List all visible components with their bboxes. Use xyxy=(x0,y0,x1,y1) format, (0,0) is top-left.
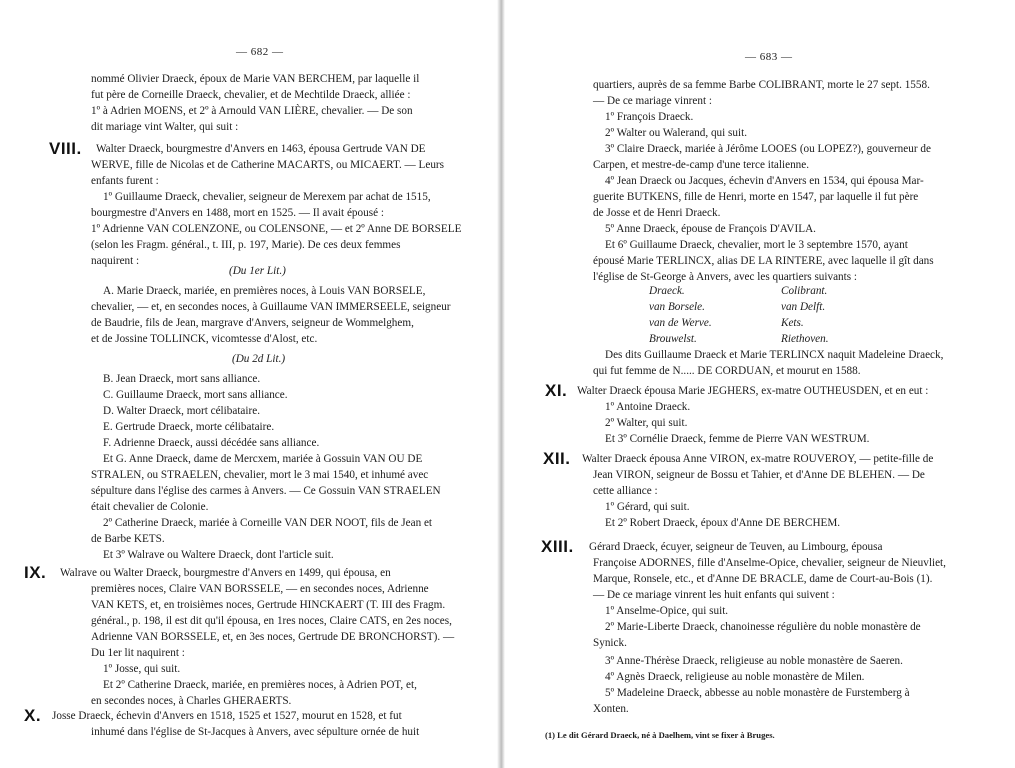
text-line: chevalier, — et, en secondes noces, à Guillaume VAN IMMERSEELE, seigneur xyxy=(91,301,451,313)
text-line: 1º Josse, qui suit. xyxy=(103,663,181,675)
text-line: premières noces, Claire VAN BORSSELE, — en secondes noces, Adrienne xyxy=(91,583,429,595)
text-line: était chevalier de Colonie. xyxy=(91,501,209,513)
text-line: enfants furent : xyxy=(91,175,159,187)
text-line: 1º François Draeck. xyxy=(605,111,694,123)
text-line: Marque, Ronsele, etc., et d'Anne DE BRACLE, dame de Court-au-Bois (1). xyxy=(593,573,933,585)
text-line: Et 6º Guillaume Draeck, chevalier, mort le 3 septembre 1570, ayant xyxy=(605,239,908,251)
text-line: 2º Walter, qui suit. xyxy=(605,417,688,429)
text-line: 1º Anselme-Opice, qui suit. xyxy=(605,605,729,617)
text-line: 2º Walter ou Walerand, qui suit. xyxy=(605,127,747,139)
text-line: VAN KETS, et, en troisièmes noces, Gertrude HINCKAERT (T. III des Fragm. xyxy=(91,599,446,611)
text-line: Walter Draeck épousa Marie JEGHERS, ex-matre OUTHEUSDEN, et en eut : xyxy=(577,385,929,397)
text-line: 2º Marie-Liberte Draeck, chanoinesse régulière du noble monastère de xyxy=(605,621,921,633)
text-line: F. Adrienne Draeck, aussi décédée sans alliance. xyxy=(103,437,320,449)
text-line: 1º Antoine Draeck. xyxy=(605,401,691,413)
quartier-name: van de Werve. xyxy=(649,317,712,329)
text-line: A. Marie Draeck, mariée, en premières noces, à Louis VAN BORSELE, xyxy=(103,285,426,297)
text-line: Et G. Anne Draeck, dame de Mercxem, mariée à Gossuin VAN OU DE xyxy=(103,453,423,465)
quartier-name: Riethoven. xyxy=(781,333,829,345)
text-line: Walrave ou Walter Draeck, bourgmestre d'Anvers en 1499, qui épousa, en xyxy=(60,567,391,579)
text-line: 1º Guillaume Draeck, chevalier, seigneur de Merexem par achat de 1515, xyxy=(103,191,431,203)
text-line: Et 3º Cornélie Draeck, femme de Pierre VAN WESTRUM. xyxy=(605,433,870,445)
section-heading: XIII. xyxy=(541,537,574,556)
subheading: (Du 2d Lit.) xyxy=(232,353,286,365)
text-line: Françoise ADORNES, fille d'Anselme-Opice, chevalier, seigneur de Nieuvliet, xyxy=(593,557,946,569)
text-line: Du 1er lit naquirent : xyxy=(91,647,185,659)
text-line: fut père de Corneille Draeck, chevalier, et de Mechtilde Draeck, alliée : xyxy=(91,89,411,101)
text-line: WERVE, fille de Nicolas et de Catherine MACARTS, ou MICAERT. — Leurs xyxy=(91,159,444,171)
page-number: — 682 — xyxy=(236,46,284,58)
text-line: bourgmestre d'Anvers en 1488, mort en 1525. — Il avait épousé : xyxy=(91,207,384,219)
text-line: de Josse et de Henri Draeck. xyxy=(593,207,721,219)
text-line: Jean VIRON, seigneur de Bossu et Tahier, et d'Anne DE BLEHEN. — De xyxy=(593,469,925,481)
text-line: — De ce mariage vinrent : xyxy=(593,95,712,107)
footnote: (1) Le dit Gérard Draeck, né à Daelhem, vint se fixer à Bruges. xyxy=(545,730,775,740)
quartier-name: van Borsele. xyxy=(649,301,705,313)
text-line: qui fut femme de N..... DE CORDUAN, et mourut en 1588. xyxy=(593,365,861,377)
text-line: Gérard Draeck, écuyer, seigneur de Teuven, au Limbourg, épousa xyxy=(589,541,883,553)
text-line: quartiers, auprès de sa femme Barbe COLIBRANT, morte le 27 sept. 1558. xyxy=(593,79,930,91)
text-line: Et 2º Catherine Draeck, mariée, en premières noces, à Adrien POT, et, xyxy=(103,679,417,691)
quartier-name: Kets. xyxy=(781,317,804,329)
text-line: E. Gertrude Draeck, morte célibataire. xyxy=(103,421,275,433)
text-line: 1º à Adrien MOENS, et 2º à Arnould VAN LIÈRE, chevalier. — De son xyxy=(91,105,413,117)
right-page xyxy=(505,0,1015,768)
section-heading: X. xyxy=(24,706,42,725)
subheading: (Du 1er Lit.) xyxy=(229,265,286,277)
text-line: de Barbe KETS. xyxy=(91,533,165,545)
text-line: 1º Gérard, qui suit. xyxy=(605,501,690,513)
book-gutter xyxy=(497,0,505,768)
text-line: 4º Jean Draeck ou Jacques, échevin d'Anvers en 1534, qui épousa Mar- xyxy=(605,175,924,187)
text-line: de Baudrie, fils de Jean, margrave d'Anvers, seigneur de Wommelghem, xyxy=(91,317,414,329)
quartier-name: Brouwelst. xyxy=(649,333,697,345)
text-line: STRALEN, ou STRAELEN, chevalier, mort le 3 mai 1540, et inhumé avec xyxy=(91,469,429,481)
text-line: (selon les Fragm. général., t. III, p. 197, Marie). De ces deux femmes xyxy=(91,239,401,251)
text-line: et de Jossine TOLLINCK, vicomtesse d'Alost, etc. xyxy=(91,333,318,345)
text-line: Des dits Guillaume Draeck et Marie TERLINCX naquit Madeleine Draeck, xyxy=(605,349,944,361)
section-heading: IX. xyxy=(24,563,47,582)
left-page xyxy=(0,0,497,768)
text-line: 3º Anne-Thérèse Draeck, religieuse au noble monastère de Saeren. xyxy=(605,655,903,667)
text-line: 4º Agnès Draeck, religieuse au noble monastère de Milen. xyxy=(605,671,865,683)
text-line: dit mariage vint Walter, qui suit : xyxy=(91,121,239,133)
text-line: 5º Madeleine Draeck, abbesse au noble monastère de Furstemberg à xyxy=(605,687,910,699)
text-line: Xonten. xyxy=(593,703,629,715)
text-line: Et 2º Robert Draeck, époux d'Anne DE BERCHEM. xyxy=(605,517,841,529)
text-line: l'église de St-George à Anvers, avec les quartiers suivants : xyxy=(593,271,858,283)
quartier-name: Colibrant. xyxy=(781,285,828,297)
quartier-name: Draeck. xyxy=(649,285,685,297)
text-line: guerite BUTKENS, fille de Henri, morte en 1547, par laquelle il fut père xyxy=(593,191,919,203)
text-line: épousé Marie TERLINCX, alias DE LA RINTERE, avec laquelle il gît dans xyxy=(593,255,934,267)
text-line: Synick. xyxy=(593,637,627,649)
text-line: cette alliance : xyxy=(593,485,658,497)
text-line: inhumé dans l'église de St-Jacques à Anvers, avec sépulture ornée de huit xyxy=(91,726,420,738)
text-line: C. Guillaume Draeck, mort sans alliance. xyxy=(103,389,288,401)
quartier-name: van Delft. xyxy=(781,301,826,313)
text-line: nommé Olivier Draeck, époux de Marie VAN BERCHEM, par laquelle il xyxy=(91,73,420,85)
page-number: — 683 — xyxy=(745,51,793,63)
section-heading: XI. xyxy=(545,381,568,400)
text-line: Et 3º Walrave ou Waltere Draeck, dont l'article suit. xyxy=(103,549,334,561)
text-line: 1º Adrienne VAN COLENZONE, ou COLENSONE, — et 2º Anne DE BORSELE xyxy=(91,223,462,235)
text-line: Walter Draeck épousa Anne VIRON, ex-matre ROUVEROY, — petite-fille de xyxy=(582,453,934,465)
text-line: Walter Draeck, bourgmestre d'Anvers en 1463, épousa Gertrude VAN DE xyxy=(96,143,426,155)
text-line: en secondes noces, à Charles GHERAERTS. xyxy=(91,695,292,707)
text-line: naquirent : xyxy=(91,255,140,267)
text-line: D. Walter Draeck, mort célibataire. xyxy=(103,405,260,417)
text-line: B. Jean Draeck, mort sans alliance. xyxy=(103,373,261,385)
text-line: 2º Catherine Draeck, mariée à Corneille VAN DER NOOT, fils de Jean et xyxy=(103,517,433,529)
text-line: général., p. 198, il est dit qu'il épousa, en 1res noces, Claire CATS, en 2es noces, xyxy=(91,615,452,627)
text-line: 3º Claire Draeck, mariée à Jérôme LOOES (ou LOPEZ?), gouverneur de xyxy=(605,143,931,155)
text-line: Carpen, et mestre-de-camp d'une terce italienne. xyxy=(593,159,810,171)
text-line: — De ce mariage vinrent les huit enfants qui suivent : xyxy=(593,589,835,601)
text-line: Adrienne VAN BORSSELE, et, en 3es noces, Gertrude DE BRONCHORST). — xyxy=(91,631,455,643)
section-heading: VIII. xyxy=(49,139,82,158)
text-line: Josse Draeck, échevin d'Anvers en 1518, 1525 et 1527, mourut en 1528, et fut xyxy=(52,710,402,722)
text-line: 5º Anne Draeck, épouse de François D'AVILA. xyxy=(605,223,816,235)
section-heading: XII. xyxy=(543,449,571,468)
text-line: sépulture dans l'église des carmes à Anvers. — Ce Gossuin VAN STRAELEN xyxy=(91,485,441,497)
